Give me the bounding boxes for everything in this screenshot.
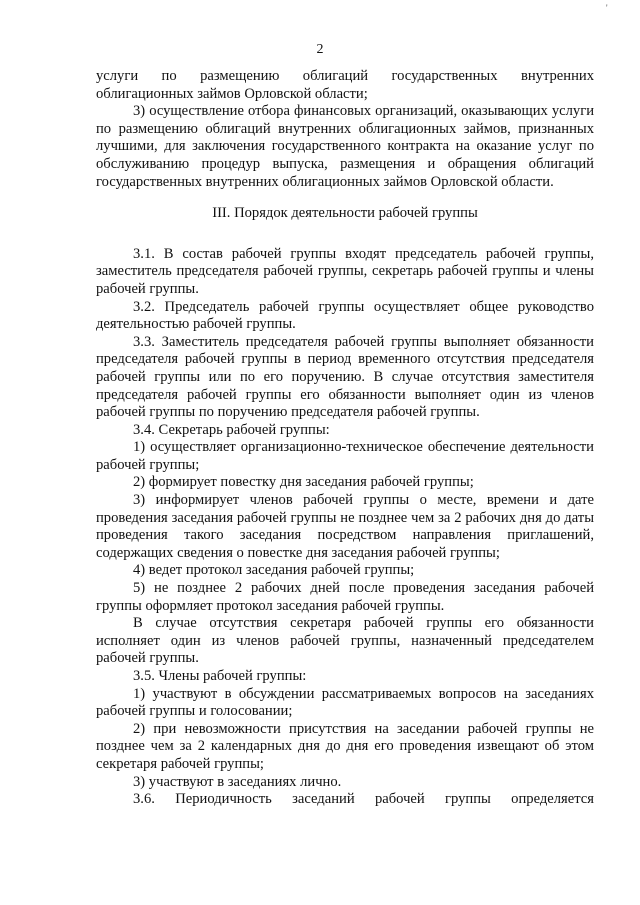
paragraph-item-3-selection: 3) осуществление отбора финансовых организаций, оказывающих услуги по размещению облигаций внутренних облигационных займов, признанных лучшими, для заключения государственного контракта на оказание услуг по обслуживанию процедур выпуска, размещения и обращения облигаций государственных внутренних облигационных займов Орловской области. (96, 103, 594, 190)
paragraph-3-4-item-2: 2) формирует повестку дня заседания рабочей группы; (133, 474, 474, 491)
paragraph-3-2: 3.2. Председатель рабочей группы осуществляет общее руководство деятельностью рабочей группы. (96, 298, 594, 333)
paragraph-3-4: 3.4. Секретарь рабочей группы: (133, 421, 330, 438)
paragraph-3-3: 3.3. Заместитель председателя рабочей группы выполняет обязанности председателя рабочей группы в период временного отсутствия председателя рабочей группы или по его поручению. В случае отсутствия заместителя председателя рабочей группы его обязанности выполняет один из членов рабочей группы по поручению председателя рабочей группы. (96, 333, 594, 421)
document-body (96, 68, 594, 809)
paragraph-3-4-item-4: 4) ведет протокол заседания рабочей группы; (133, 562, 415, 579)
paragraph-services-continuation: услуги по размещению облигаций государственных внутренних облигационных займов Орловской области; (96, 68, 594, 102)
paragraph-3-6: 3.6. Периодичность заседаний рабочей группы определяется (133, 791, 594, 808)
page-number: 2 (316, 42, 324, 57)
corner-mark: ' (606, 3, 608, 13)
paragraph-3-5: 3.5. Члены рабочей группы: (133, 668, 307, 684)
paragraph-3-5-item-1: 1) участвуют в обсуждении рассматриваемых вопросов на заседаниях рабочей группы и голосовании; (96, 685, 594, 720)
paragraph-3-4-item-1: 1) осуществляет организационно-техническое обеспечение деятельности рабочей группы; (96, 439, 594, 473)
paragraph-3-4-item-3: 3) информирует членов рабочей группы о месте, времени и дате проведения заседания рабочей группы не позднее чем за 2 рабочих дня до даты проведения такого заседания посредством направления приглашений, содержащих сведения о повестке дня заседания рабочей группы; (96, 492, 594, 561)
paragraph-3-5-item-3: 3) участвуют в заседаниях лично. (133, 773, 342, 790)
paragraph-3-4-item-5: 5) не позднее 2 рабочих дней после проведения заседания рабочей группы оформляет протокол заседания рабочей группы. (96, 580, 594, 614)
section-heading: III. Порядок деятельности рабочей группы (212, 205, 478, 222)
paragraph-secretary-absence: В случае отсутствия секретаря рабочей группы его обязанности исполняет один из членов рабочей группы, назначенный председателем рабочей группы. (96, 615, 594, 667)
paragraph-3-1: 3.1. В состав рабочей группы входят председатель рабочей группы, заместитель председателя рабочей группы, секретарь рабочей группы и члены рабочей группы. (96, 245, 594, 297)
paragraph-3-5-item-2: 2) при невозможности присутствия на заседании рабочей группы не позднее чем за 2 календарных дня до дня его проведения извещают об этом секретаря рабочей группы; (96, 720, 594, 772)
